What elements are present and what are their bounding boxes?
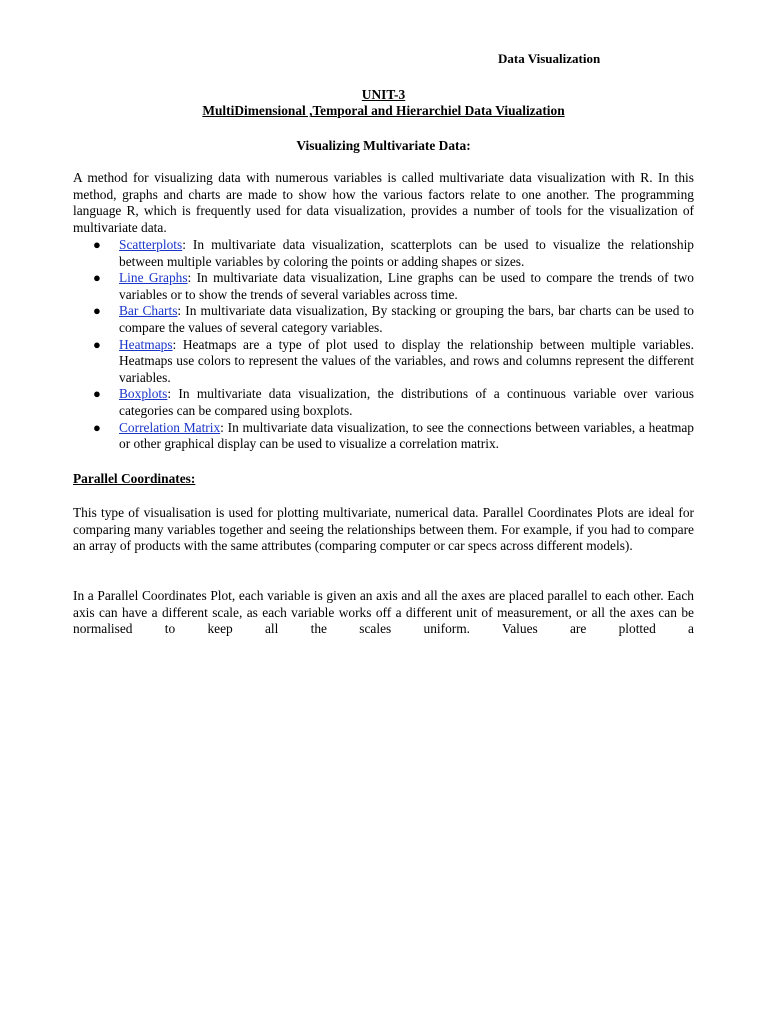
list-item-scatterplots [73,237,694,270]
link-line-graphs[interactable]: Line Graphs [119,270,188,286]
section-heading-parallel-coordinates: Parallel Coordinates: [73,471,196,486]
unit-title-block [73,87,694,120]
unit-label: UNIT-3 [361,87,406,102]
bullet-icon: ● [93,270,101,286]
running-header: Data Visualization [498,51,601,66]
section-heading-multivariate: Visualizing Multivariate Data: [296,138,471,153]
list-item-heatmaps [73,337,694,387]
technique-list [73,237,694,453]
list-item-text: : In multivariate data visualization, Line graphs can be used to compare the trends of two variables or to show the trends of several variables across time. [119,270,694,302]
link-boxplots[interactable]: Boxplots [119,386,168,402]
bullet-icon: ● [93,336,101,352]
list-item-line-graphs [73,270,694,303]
link-correlation-matrix[interactable]: Correlation Matrix [119,419,221,435]
link-scatterplots[interactable]: Scatterplots [119,237,183,252]
list-item-text: : In multivariate data visualization, to see the connections between variables, a heatmap or other graphical display can be used to visualize a correlation matrix. [119,419,694,452]
intro-paragraph: A method for visualizing data with numerous variables is called multivariate data visualization with R. In this method, graphs and charts are made to show how the various factors relate to one another. The programming language R, which is frequently used for data visualization, provides a number of tools for the visualization of multivariate data. [73,170,694,235]
list-item-text: : In multivariate data visualization, the distributions of a continuous variable over various categories can be compared using boxplots. [119,386,694,418]
bullet-icon: ● [93,386,101,402]
link-heatmaps[interactable]: Heatmaps [119,336,173,352]
list-item-boxplots [73,386,694,419]
unit-subtitle: MultiDimensional ,Temporal and Hierarchiel Data Viualization [202,103,565,119]
list-item-text: : In multivariate data visualization, By stacking or grouping the bars, bar charts can be used to compare the values of several category variables. [119,303,694,335]
list-item-bar-charts [73,303,694,336]
bullet-icon: ● [93,303,101,319]
list-item-text: : In multivariate data visualization, scatterplots can be used to visualize the relationship between multiple variables by coloring the points or adding shapes or sizes. [119,237,694,269]
parallel-paragraph-2: In a Parallel Coordinates Plot, each variable is given an axis and all the axes are placed parallel to each other. Each axis can have a different scale, as each variable works off a different unit of measurement, or all the axes can be normalised to keep all the scales uniform. Values are plotted a [73,588,694,637]
bullet-icon: ● [93,419,101,435]
link-bar-charts[interactable]: Bar Charts [119,303,178,319]
list-item-text: : Heatmaps are a type of plot used to display the relationship between multiple variables. Heatmaps use colors to represent the values of the variables, and rows and columns represent the different variables. [119,336,694,385]
bullet-icon: ● [93,237,101,252]
parallel-paragraph-1: This type of visualisation is used for plotting multivariate, numerical data. Parallel Coordinates Plots are ideal for comparing many variables together and seeing the relationships between them. For example, if you had to compare an array of products with the same attributes (comparing computer or car specs across different models). [73,505,694,554]
list-item-correlation-matrix [73,420,694,453]
